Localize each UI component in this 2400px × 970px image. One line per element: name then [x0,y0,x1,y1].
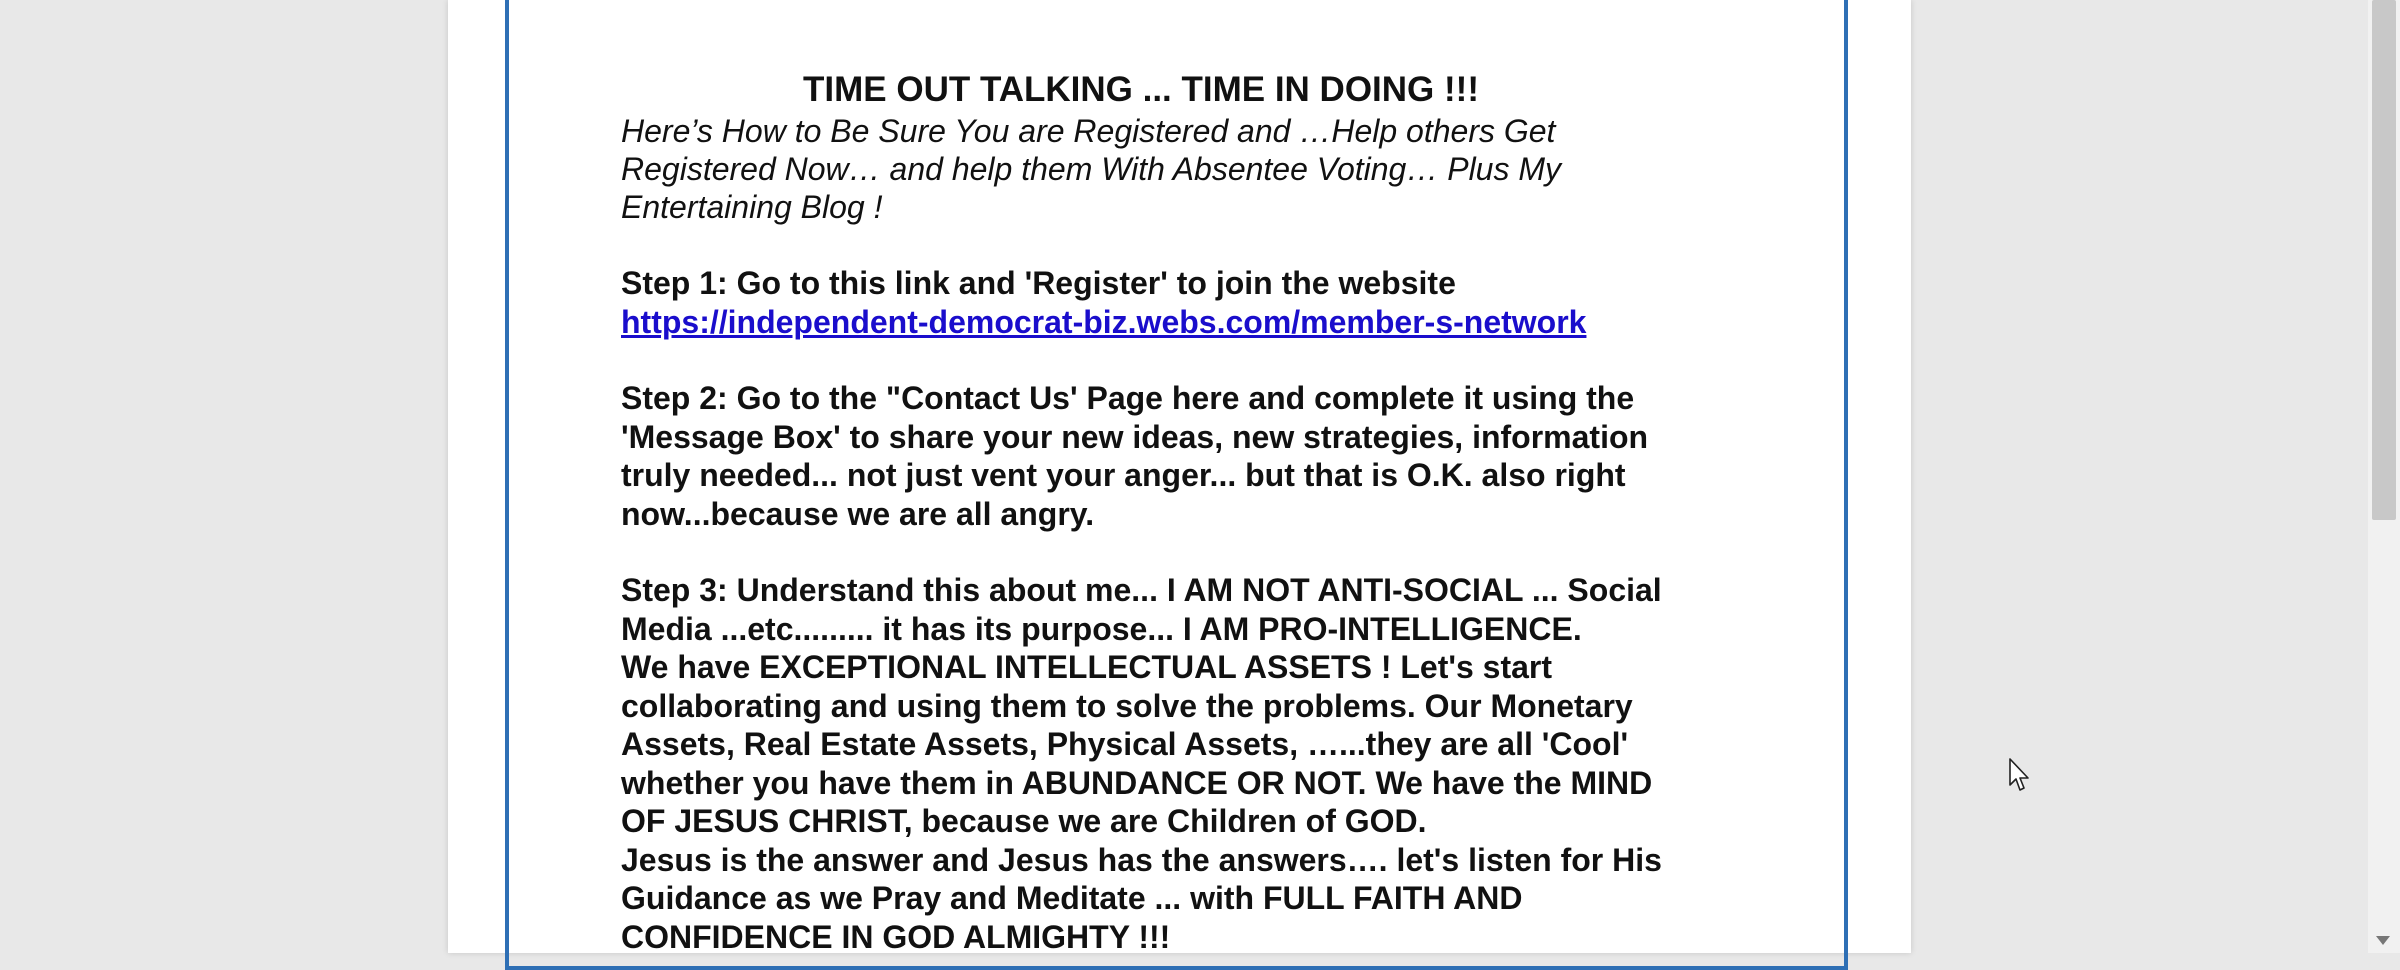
step-3-line: Jesus is the answer and Jesus has the answers…. let's listen for His [621,841,1662,878]
step-2-line: Step 2: Go to the "Contact Us' Page here and complete it using the [621,380,1635,416]
step-2-line: truly needed... not just vent your anger... but that is O.K. also right [621,457,1626,493]
step-1 [621,264,1721,341]
mouse-pointer-icon [2008,757,2032,793]
step-1-text: Step 1: Go to this link and 'Register' to join the website [621,265,1456,301]
step-3-line: Media ...etc......... it has its purpose... I AM PRO-INTELLIGENCE. [621,610,1582,647]
step-2 [621,379,1721,533]
page-content [621,68,1721,956]
subtitle-line: Registered Now… and help them With Absentee Voting… Plus My [621,151,1562,187]
chevron-down-icon[interactable] [2376,936,2390,945]
vertical-scrollbar[interactable] [2368,0,2400,953]
step-3-line: Step 3: Understand this about me... I AM NOT ANTI-SOCIAL ... Social [621,572,1662,608]
subtitle-line: Here’s How to Be Sure You are Registered and …Help others Get [621,113,1556,149]
document-title: TIME OUT TALKING ... TIME IN DOING !!! [803,70,1479,109]
register-link[interactable]: https://independent-democrat-biz.webs.com/member-s-network [621,303,1587,340]
step-3 [621,571,1721,956]
step-3-line: collaborating and using them to solve the problems. Our Monetary [621,687,1633,724]
document-page [448,0,1911,953]
scrollbar-thumb[interactable] [2372,0,2396,520]
subtitle-line: Entertaining Blog ! [621,189,883,225]
step-3-line: We have EXCEPTIONAL INTELLECTUAL ASSETS ! Let's start [621,649,1553,685]
step-3-line: OF JESUS CHRIST, because we are Children of GOD. [621,803,1427,839]
step-2-line: 'Message Box' to share your new ideas, new strategies, information [621,418,1649,455]
step-3-line: Guidance as we Pray and Meditate ... with FULL FAITH AND [621,880,1523,916]
step-3-line: whether you have them in ABUNDANCE OR NOT. We have the MIND [621,764,1653,801]
document-subtitle [621,112,1721,226]
step-2-line: now...because we are all angry. [621,495,1095,532]
step-3-line: Assets, Real Estate Assets, Physical Assets, …...they are all 'Cool' [621,726,1629,762]
step-3-line: CONFIDENCE IN GOD ALMIGHTY !!! [621,918,1171,955]
